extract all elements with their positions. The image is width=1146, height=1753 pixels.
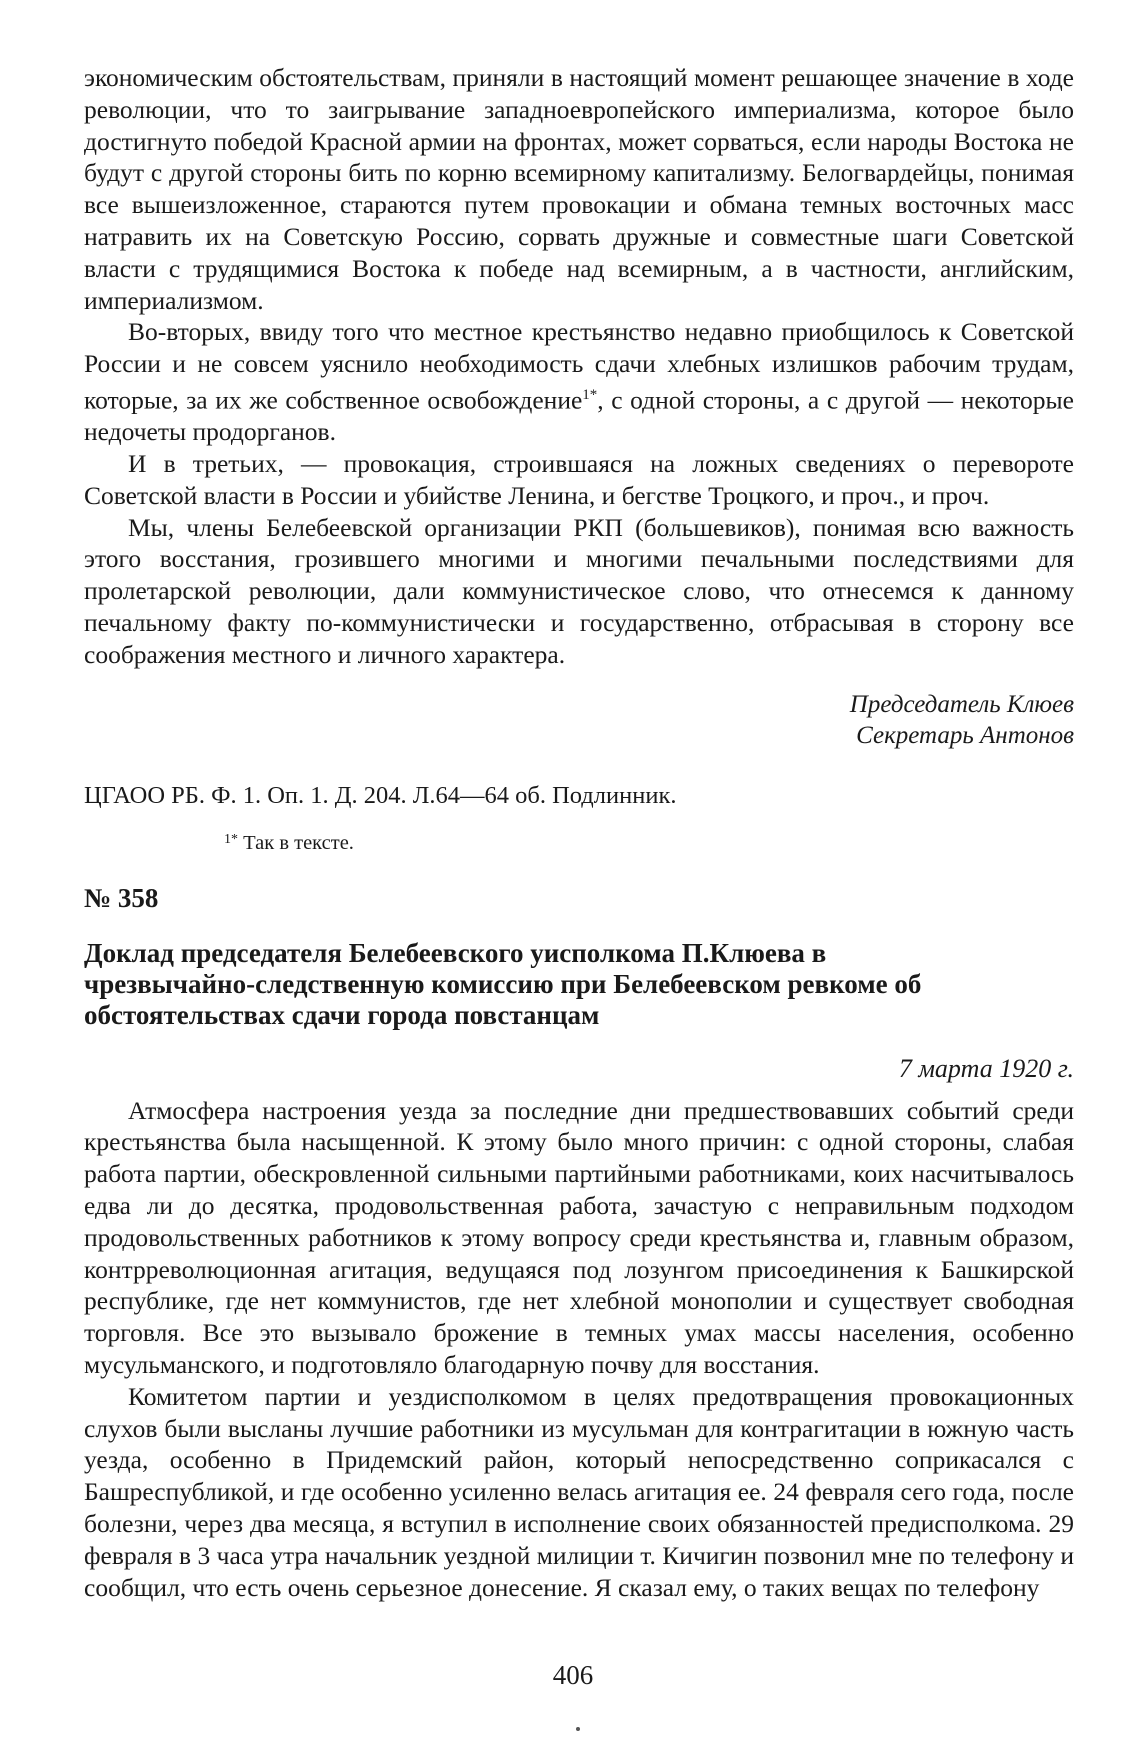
report-paragraph-1: Атмосфера настроения уезда за последние дни предшествовавших событий среди крестьянства была насыщенной. К этому было много причин: с одной стороны, слабая работа партии, обескровленной сильными партийными работниками, коих насчитывалось едва ли до десятка, продовольственная работа, зачастую с неправильным подходом продовольственных работников к этому вопросу среди крестьянства и, главным образом, контрреволюционная агитация, ведущаяся под лозунгом присоединения к Башкирской республике, где нет коммунистов, где нет хлебной монополии и существует свободная торговля. Все это вызывало брожение в темных умах массы населения, особенно мусульманского, и подготовляло благодарную почву для восстания. [84, 1095, 1074, 1380]
paragraph-2-text: Во-вторых, ввиду того что местное крестьянство недавно приобщилось к Советской России и не совсем уяснило необходимость сдачи хлебных излишков рабочим трудам, которые, за их же собственное освобождение [84, 317, 1074, 415]
signature-secretary: Секретарь Антонов [856, 721, 1074, 749]
print-dot [576, 1727, 580, 1731]
document-number: № 358 [84, 882, 159, 913]
report-body [84, 1095, 1074, 1604]
page-number: 406 [552, 1660, 594, 1690]
footnote [224, 827, 1074, 856]
paragraph-1: экономическим обстоятельствам, приняли в настоящий момент решающее значение в ходе революции, что то заигрывание западноевропейского империализма, которое было достигнуто победой Красной армии на фронтах, может сорваться, если народы Востока не будут с другой стороны бить по корню всемирному капитализму. Белогвардейцы, понимая все вышеизложенное, стараются путем провокации и обмана темных восточных масс натравить их на Советскую Россию, сорвать дружные и совместные шаги Советской власти с трудящимися Востока к победе над всемирным, а в частности, английским, империализмом. [84, 63, 1074, 315]
paragraph-3: И в третьих, — провокация, строившаяся на ложных сведениях о перевороте Советской власти в России и убийстве Ленина, и бегстве Троцкого, и проч., и проч. [84, 449, 1074, 510]
document-title: Доклад председателя Белебеевского уисполкома П.Клюева в чрезвычайно-следственную комиссию при Белебеевском ревкоме об обстоятельствах сдачи города повстанцам [84, 937, 922, 1030]
document-date: 7 марта 1920 г. [898, 1053, 1074, 1083]
paragraph-4: Мы, члены Белебеевской организации РКП (большевиков), понимая всю важность этого восстания, грозившего многими и многими печальными последствиями для пролетарской революции, дали коммунистическое слово, что отнесемся к данному печальному факту по-коммунистически и государственно, отбрасывая в сторону все соображения местного и личного характера. [84, 512, 1074, 669]
archive-source: ЦГАОО РБ. Ф. 1. Оп. 1. Д. 204. Л.64—64 об. Подлинник. [84, 781, 677, 809]
signature-chairman: Председатель Клюев [849, 690, 1074, 718]
paragraph-2-tail: , с одной стороны, а с другой — некоторые недочеты продорганов. [84, 385, 1074, 447]
document-page [84, 62, 1074, 1603]
footnote-text: Так в тексте. [238, 831, 354, 854]
signature-block [84, 689, 1074, 751]
report-paragraph-2: Комитетом партии и уездисполкомом в целях предотвращения провокационных слухов были высланы лучшие работники из мусульман для контрагитации в южную часть уезда, особенно в Придемский район, который непосредственно соприкасался с Башреспубликой, и где особенно усиленно велась агитация ее. 24 февраля сего года, после болезни, через два месяца, я вступил в исполнение своих обязанностей предисполкома. 29 февраля в 3 часа утра начальник уездной милиции т. Кичигин позвонил мне по телефону и сообщил, что есть очень серьезное донесение. Я сказал ему, о таких вещах по телефону [84, 1381, 1074, 1602]
footnote-ref: 1* [582, 386, 598, 403]
footnote-mark: 1* [224, 831, 238, 847]
paragraph-2 [84, 316, 1074, 448]
